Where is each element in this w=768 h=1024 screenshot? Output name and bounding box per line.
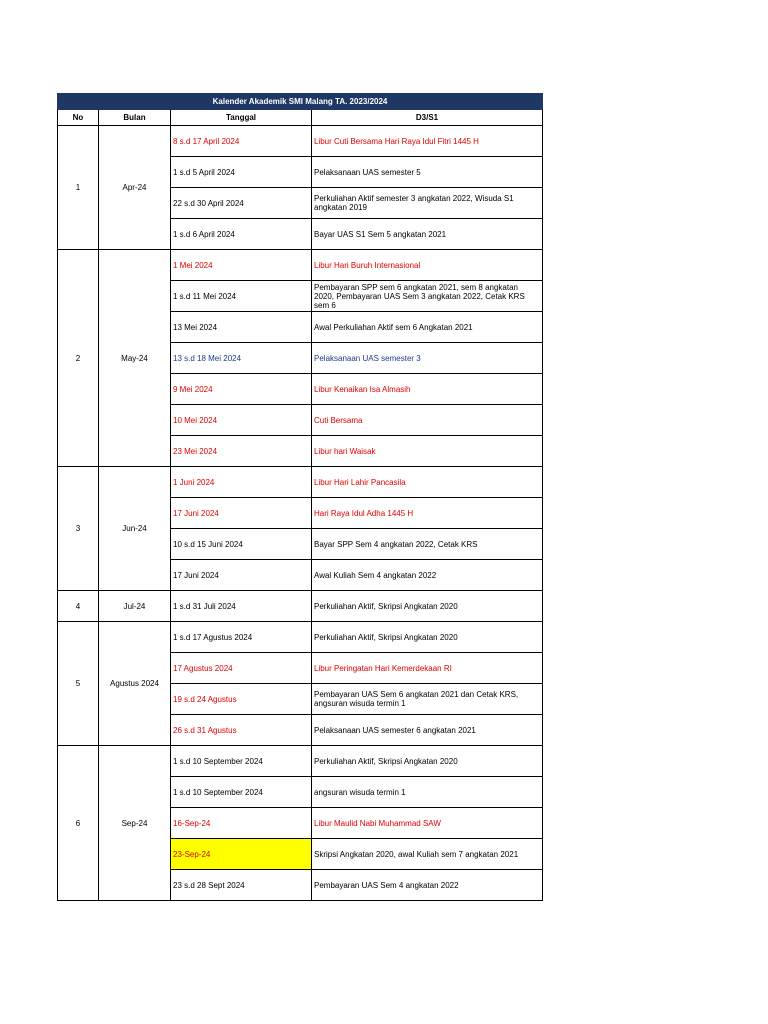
month-label: Agustus 2024 — [99, 622, 171, 746]
event-cell: Libur Peringatan Hari Kemerdekaan RI — [312, 653, 543, 684]
month-label: Jul-24 — [99, 591, 171, 622]
date-cell: 22 s.d 30 April 2024 — [171, 188, 312, 219]
event-cell: Perkuliahan Aktif, Skripsi Angkatan 2020 — [312, 591, 543, 622]
header-bulan: Bulan — [99, 110, 171, 126]
event-cell: Awal Perkuliahan Aktif sem 6 Angkatan 2021 — [312, 312, 543, 343]
event-cell: Libur Hari Lahir Pancasila — [312, 467, 543, 498]
event-cell: angsuran wisuda termin 1 — [312, 777, 543, 808]
date-cell: 1 s.d 10 September 2024 — [171, 777, 312, 808]
month-number: 2 — [58, 250, 99, 467]
date-cell: 17 Juni 2024 — [171, 498, 312, 529]
date-cell: 1 s.d 5 April 2024 — [171, 157, 312, 188]
table-row — [58, 591, 543, 622]
date-cell: 10 s.d 15 Juni 2024 — [171, 529, 312, 560]
month-label: May-24 — [99, 250, 171, 467]
date-cell: 23 s.d 28 Sept 2024 — [171, 870, 312, 901]
event-cell: Perkuliahan Aktif, Skripsi Angkatan 2020 — [312, 622, 543, 653]
table-row — [58, 746, 543, 777]
date-cell: 23-Sep-24 — [171, 839, 312, 870]
header-row — [58, 110, 543, 126]
month-number: 5 — [58, 622, 99, 746]
event-cell: Skripsi Angkatan 2020, awal Kuliah sem 7 angkatan 2021 — [312, 839, 543, 870]
event-cell: Pembayaran UAS Sem 6 angkatan 2021 dan Cetak KRS, angsuran wisuda termin 1 — [312, 684, 543, 715]
calendar-body — [58, 94, 543, 901]
title-row — [58, 94, 543, 110]
date-cell: 26 s.d 31 Agustus — [171, 715, 312, 746]
date-cell: 19 s.d 24 Agustus — [171, 684, 312, 715]
date-cell: 1 s.d 17 Agustus 2024 — [171, 622, 312, 653]
event-cell: Pembayaran UAS Sem 4 angkatan 2022 — [312, 870, 543, 901]
event-cell: Bayar SPP Sem 4 angkatan 2022, Cetak KRS — [312, 529, 543, 560]
event-cell: Libur Hari Buruh Internasional — [312, 250, 543, 281]
event-cell: Libur Cuti Bersama Hari Raya Idul Fitri 1445 H — [312, 126, 543, 157]
month-label: Sep-24 — [99, 746, 171, 901]
date-cell: 16-Sep-24 — [171, 808, 312, 839]
date-cell: 13 s.d 18 Mei 2024 — [171, 343, 312, 374]
date-cell: 9 Mei 2024 — [171, 374, 312, 405]
event-cell: Libur Kenaikan Isa Almasih — [312, 374, 543, 405]
event-cell: Perkuliahan Aktif, Skripsi Angkatan 2020 — [312, 746, 543, 777]
date-cell: 17 Agustus 2024 — [171, 653, 312, 684]
month-number: 4 — [58, 591, 99, 622]
event-cell: Cuti Bersama — [312, 405, 543, 436]
event-cell: Pelaksanaan UAS semester 6 angkatan 2021 — [312, 715, 543, 746]
table-row — [58, 467, 543, 498]
event-cell: Pelaksanaan UAS semester 5 — [312, 157, 543, 188]
academic-calendar-table — [57, 93, 543, 901]
event-cell: Bayar UAS S1 Sem 5 angkatan 2021 — [312, 219, 543, 250]
date-cell: 13 Mei 2024 — [171, 312, 312, 343]
date-cell: 1 s.d 10 September 2024 — [171, 746, 312, 777]
date-cell: 1 s.d 31 Juli 2024 — [171, 591, 312, 622]
event-cell: Perkuliahan Aktif semester 3 angkatan 2022, Wisuda S1 angkatan 2019 — [312, 188, 543, 219]
date-cell: 1 Mei 2024 — [171, 250, 312, 281]
date-cell: 1 s.d 6 April 2024 — [171, 219, 312, 250]
header-d3s1: D3/S1 — [312, 110, 543, 126]
month-number: 3 — [58, 467, 99, 591]
month-number: 6 — [58, 746, 99, 901]
header-tanggal: Tanggal — [171, 110, 312, 126]
event-cell: Libur Maulid Nabi Muhammad SAW — [312, 808, 543, 839]
month-number: 1 — [58, 126, 99, 250]
date-cell: 1 Juni 2024 — [171, 467, 312, 498]
table-title: Kalender Akademik SMI Malang TA. 2023/2024 — [58, 94, 543, 110]
event-cell: Awal Kuliah Sem 4 angkatan 2022 — [312, 560, 543, 591]
event-cell: Pelaksanaan UAS semester 3 — [312, 343, 543, 374]
event-cell: Libur hari Waisak — [312, 436, 543, 467]
table-row — [58, 622, 543, 653]
month-label: Apr-24 — [99, 126, 171, 250]
table-row — [58, 126, 543, 157]
date-cell: 23 Mei 2024 — [171, 436, 312, 467]
table-row — [58, 250, 543, 281]
header-no: No — [58, 110, 99, 126]
date-cell: 1 s.d 11 Mei 2024 — [171, 281, 312, 312]
month-label: Jun-24 — [99, 467, 171, 591]
date-cell: 10 Mei 2024 — [171, 405, 312, 436]
date-cell: 17 Juni 2024 — [171, 560, 312, 591]
event-cell: Hari Raya Idul Adha 1445 H — [312, 498, 543, 529]
event-cell: Pembayaran SPP sem 6 angkatan 2021, sem 8 angkatan 2020, Pembayaran UAS Sem 3 angkatan 2022, Cetak KRS sem 6 — [312, 281, 543, 312]
date-cell: 8 s.d 17 April 2024 — [171, 126, 312, 157]
